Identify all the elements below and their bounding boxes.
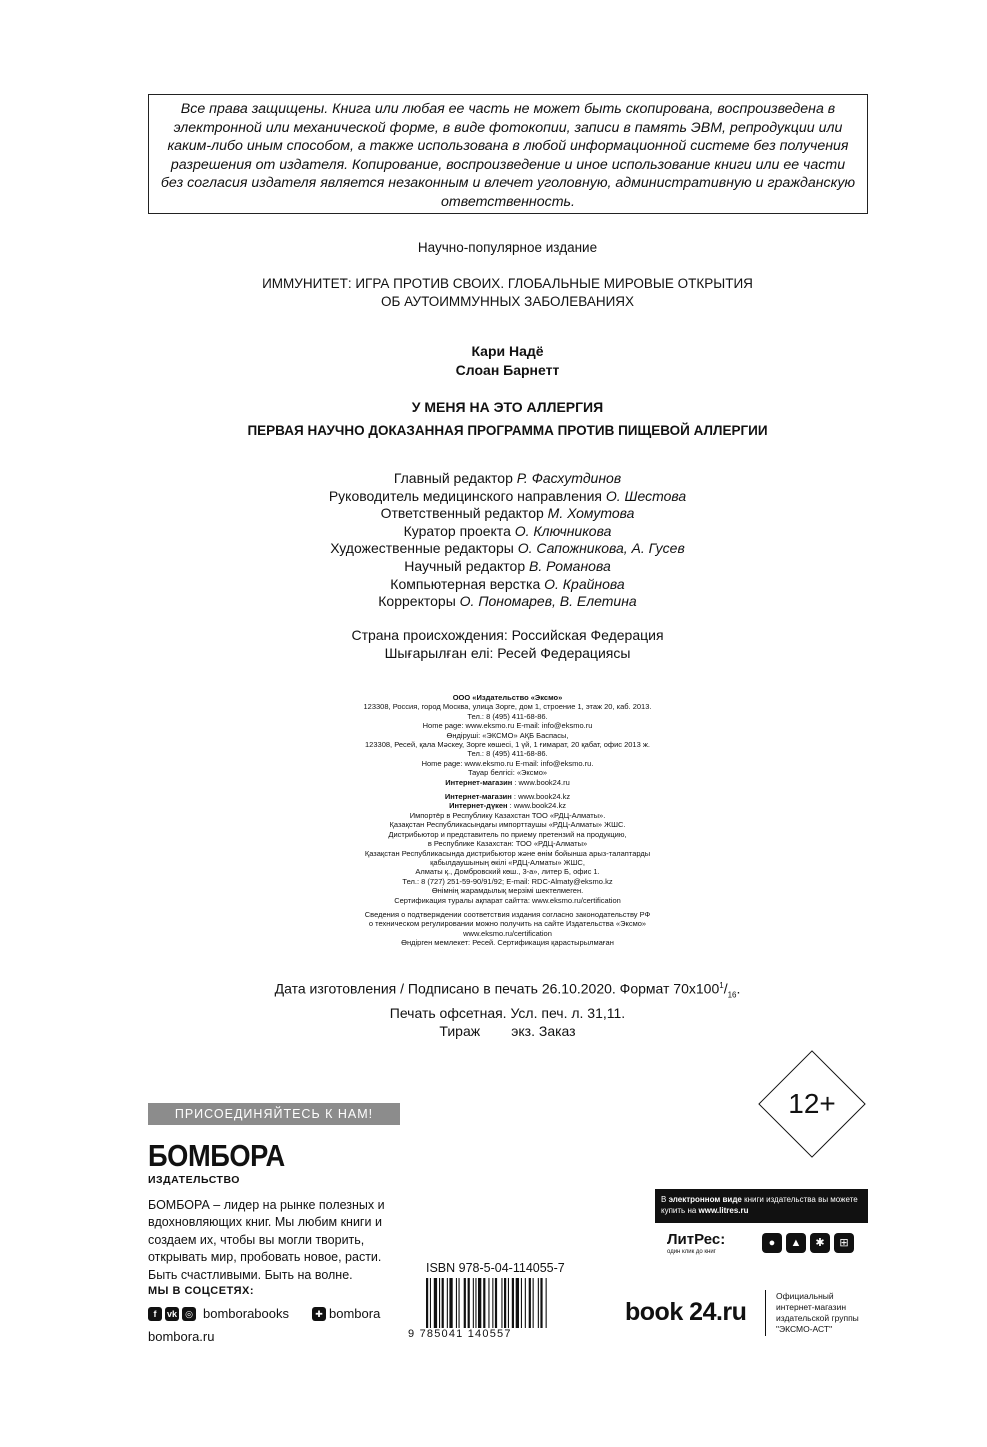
shop-kz2-url: : www.book24.kz [507, 801, 566, 811]
barcode-bar [430, 1278, 431, 1328]
series-title [0, 275, 987, 311]
bombora-about: БОМБОРА – лидер на рынке полезных и вдохновляющих книг. Мы любим книги и создаем их, чтобы вы могли творить, открывать мир, пробовать новое, расти. Быть счастливыми. Быть на волне. [148, 1198, 385, 1282]
publisher-line: Сертификация туралы ақпарат сайтта: www.eksmo.ru/certification [394, 895, 621, 905]
book-subtitle: ПЕРВАЯ НАУЧНО ДОКАЗАННАЯ ПРОГРАММА ПРОТИВ ПИЩЕВОЙ АЛЛЕРГИИ [247, 423, 768, 438]
credit-line [0, 470, 987, 488]
barcode-bar [464, 1278, 466, 1328]
shop-kz-url: : www.book24.kz [511, 792, 571, 802]
telegram-icon[interactable]: ✚ [312, 1307, 326, 1321]
litres-logo: ЛитРес: [667, 1231, 726, 1248]
credit-line [0, 593, 987, 611]
publisher-line: в Республике Казахстан: ТОО «РДЦ-Алматы» [427, 839, 588, 849]
barcode-bar [529, 1278, 531, 1328]
shop-kz2-label: Интернет-дүкен [449, 801, 508, 811]
shop-ru [0, 778, 987, 787]
publisher-line: о техническом регулировании можно получить на сайте Издательства «Эксмо» [368, 919, 647, 929]
origin-kz: Шығарылған елі: Ресей Федерациясы [384, 644, 631, 661]
litres-bar-text-3: купить на [661, 1206, 699, 1215]
barcode-bar [492, 1278, 493, 1328]
credit-name: О. Сапожникова, А. Гусев [517, 540, 685, 557]
age-rating-badge [760, 1052, 864, 1156]
barcode-bar [475, 1278, 476, 1328]
shop-kz-label: Интернет-магазин [444, 792, 512, 802]
barcode-bar [426, 1278, 428, 1328]
barcode-digits: 9 785041 140557 [408, 1328, 512, 1340]
credit-role: Научный редактор [404, 557, 526, 574]
rights-notice: Все права защищены. Книга или любая ее часть не может быть скопирована, воспроизведена в электронной или механической форме, в виде фотокопии, записи в память ЭВМ, репродукции или каким-либо иным способом, а также использована в любой информационной системе без получения разрешения от издателя. Копирование, воспроизведение и иное использование книги или ее части без согласия издателя является незаконным и влечет уголовную, административную и гражданскую ответственность. [148, 94, 868, 214]
publisher-line: Өнімнің жарамдылық мерзімі шектелмеген. [431, 886, 584, 896]
litres-bar-text: В [661, 1195, 669, 1204]
odnoklassniki-icon[interactable]: ◎ [182, 1307, 196, 1321]
publisher-line: Тел.: 8 (495) 411-68-86. [467, 749, 548, 759]
shop-kz [0, 792, 987, 801]
credit-name: О. Пономарев, В. Елетина [459, 593, 637, 610]
credit-name: М. Хомутова [547, 505, 635, 522]
credit-role: Ответственный редактор [380, 505, 544, 522]
book24-text-line: Официальный [776, 1291, 834, 1301]
authors [0, 342, 987, 380]
shop-kz2 [0, 801, 987, 810]
format-numerator: 1 [719, 981, 724, 990]
barcode-bar [442, 1278, 444, 1328]
social-links [148, 1306, 380, 1321]
book24-text-line: "ЭКСМО-АСТ" [776, 1324, 833, 1334]
barcode-bar [439, 1278, 440, 1328]
publisher-line: 123308, Ресей, қала Мәскеу, Зорге көшесі, 1 үй, 1 ғимарат, 20 қабат, офис 2013 ж. [365, 740, 650, 750]
litres-bar-text-2: книги издательства вы можете [741, 1195, 858, 1204]
publisher-line: Қазақстан Республикасындағы импорттаушы «РДЦ-Алматы» ЖШС. [389, 820, 626, 830]
blackberry-icon: ✱ [810, 1233, 830, 1253]
credit-name: О. Ключникова [514, 522, 612, 539]
publisher-line: Өндіруші: «ЭКСМО» АҚБ Баспасы, [446, 730, 569, 740]
barcode-bar [456, 1278, 457, 1328]
platform-icons [762, 1233, 854, 1253]
barcode-bar [504, 1278, 506, 1328]
barcode-bar [540, 1278, 542, 1328]
credit-line [0, 505, 987, 523]
barcode-bar [512, 1278, 514, 1328]
barcode-bar [525, 1278, 526, 1328]
barcode-bar [468, 1278, 470, 1328]
credit-role: Главный редактор [393, 470, 513, 486]
credit-line [0, 540, 987, 558]
shop-ru-url: : www.book24.ru [512, 777, 570, 787]
author-1: Кари Надё [471, 343, 544, 359]
publisher-name: ООО «Издательство «Эксмо» [452, 693, 563, 702]
shop-ru-label: Интернет-магазин [445, 777, 513, 787]
bombora-website[interactable]: bombora.ru [148, 1329, 215, 1344]
book24-logo: book 24.ru [625, 1298, 747, 1326]
publisher-info [0, 693, 987, 948]
barcode-bar [516, 1278, 519, 1328]
book24-text-line: издательской группы [776, 1313, 859, 1323]
barcode-bar [495, 1278, 497, 1328]
publisher-line: Қазақстан Республикасында дистрибьютор және өнім бойынша арыз-талаптарды [364, 848, 651, 858]
litres-url[interactable]: www.litres.ru [698, 1206, 749, 1215]
print-info: Дата изготовления / Подписано в печать 26.10.2020. Формат $70x100^1/_{16}$. Печать офсетная. Усл. печ. л. 31,11. Тираж экз. Заказ [0, 977, 987, 1040]
barcode-bar [447, 1278, 448, 1328]
credits [0, 470, 987, 611]
litres-banner [655, 1189, 868, 1223]
barcode-bar [501, 1278, 502, 1328]
print-line-1: Дата изготовления / Подписано в печать 26.10.2020. Формат 70x100 [274, 980, 720, 997]
barcode-bar [508, 1278, 509, 1328]
credit-role: Корректоры [378, 593, 456, 610]
credit-name: О. Крайнова [544, 575, 625, 592]
series-line-1: ИММУНИТЕТ: ИГРА ПРОТИВ СВОИХ. ГЛОБАЛЬНЫЕ МИРОВЫЕ ОТКРЫТИЯ [262, 276, 753, 291]
author-2: Слоан Барнетт [455, 362, 560, 378]
barcode-bar [533, 1278, 534, 1328]
barcode-bar [478, 1278, 481, 1328]
bombora-logo-subtitle: ИЗДАТЕЛЬСТВО [148, 1174, 240, 1186]
barcode-bar [538, 1278, 539, 1328]
print-line-1-end: . [736, 980, 741, 997]
origin-ru: Страна происхождения: Российская Федерация [351, 627, 664, 643]
publisher-line: Тел.: 8 (727) 251-59-90/91/92; E-mail: RDC-Almaty@eksmo.kz [402, 876, 613, 886]
credit-line [0, 576, 987, 594]
book-title: У МЕНЯ НА ЭТО АЛЛЕРГИЯ [411, 399, 604, 415]
book24-divider [765, 1290, 766, 1336]
barcode-bar [449, 1278, 452, 1328]
credit-role: Руководитель медицинского направления [328, 487, 602, 504]
litres-slogan: один клик до книг [667, 1249, 716, 1255]
book24-description [776, 1291, 859, 1335]
book24-text-line: интернет-магазин [776, 1302, 847, 1312]
age-rating-text: 12+ [788, 1088, 836, 1119]
barcode-bar [488, 1278, 489, 1328]
barcode-bar [483, 1278, 485, 1328]
isbn: ISBN 978-5-04-114055-7 [426, 1261, 565, 1275]
publisher-line: Импортёр в Республику Казахстан ТОО «РДЦ-Алматы». [409, 810, 606, 820]
barcode-bar [521, 1278, 522, 1328]
publisher-line: Home page: www.eksmo.ru E-mail: info@eksmo.ru [422, 721, 593, 731]
ekz-label: экз. Заказ [511, 1023, 576, 1040]
credit-role: Куратор проекта [403, 522, 511, 539]
join-us-banner: ПРИСОЕДИНЯЙТЕСЬ К НАМ! [148, 1103, 400, 1125]
credit-line [0, 523, 987, 541]
credit-role: Компьютерная верстка [390, 575, 541, 592]
publisher-line: www.eksmo.ru/certification [463, 928, 552, 938]
publisher-line: Тел.: 8 (495) 411-68-86. [467, 711, 548, 721]
credit-line [0, 558, 987, 576]
tirazh-label: Тираж [439, 1023, 481, 1040]
edition-type: Научно-популярное издание [417, 240, 598, 255]
publisher-line: Сведения о подтверждении соответствия издания согласно законодательству РФ [364, 909, 651, 919]
credit-name: Р. Фасхутдинов [516, 470, 622, 486]
publisher-line: Home page: www.eksmo.ru E-mail: info@eksmo.ru. [421, 758, 594, 768]
facebook-icon[interactable]: f [148, 1307, 162, 1321]
barcode-bar [459, 1278, 460, 1328]
barcode-bar [434, 1278, 437, 1328]
format-denominator: 16 [727, 990, 737, 1000]
publisher-line: 123308, Россия, город Москва, улица Зорге, дом 1, строение 1, этаж 20, каб. 2013. [363, 702, 652, 712]
vk-icon[interactable]: vk [166, 1308, 177, 1319]
social-handle-1[interactable]: bomborabooks [203, 1306, 289, 1321]
bombora-logo: БОМБОРА [148, 1138, 285, 1173]
windows-icon: ⊞ [834, 1233, 854, 1253]
series-line-2: ОБ АУТОИММУННЫХ ЗАБОЛЕВАНИЯХ [380, 294, 635, 309]
barcode-bar [473, 1278, 474, 1328]
barcode-bar [546, 1278, 547, 1328]
publisher-line: қабылдаушының өкілі «РДЦ-Алматы» ЖШС, [430, 857, 585, 867]
social-handle-2[interactable]: bombora [329, 1306, 381, 1321]
print-line-2: Печать офсетная. Усл. печ. л. 31,11. [389, 1005, 626, 1022]
credit-name: О. Шестова [605, 487, 687, 504]
credit-name: В. Романова [529, 557, 611, 574]
publisher-line: Алматы қ., Домбровский көш., 3-а», литер Б, офис 1. [415, 867, 600, 877]
credit-line [0, 488, 987, 506]
country-of-origin [0, 627, 987, 662]
apple-icon: ● [762, 1233, 782, 1253]
litres-bar-bold: электронном виде [668, 1195, 742, 1204]
publisher-line: Тауар белгісі: «Эксмо» [467, 768, 548, 778]
credit-role: Художественные редакторы [330, 540, 514, 557]
publisher-line: Өндірген мемлекет: Ресей. Сертификация қарастырылмаған [401, 938, 614, 948]
social-heading: МЫ В СОЦСЕТЯХ: [148, 1285, 255, 1297]
barcode [424, 1278, 586, 1328]
android-icon: ▲ [786, 1233, 806, 1253]
publisher-line: Дистрибьютор и представитель по приему претензий на продукцию, [388, 829, 627, 839]
